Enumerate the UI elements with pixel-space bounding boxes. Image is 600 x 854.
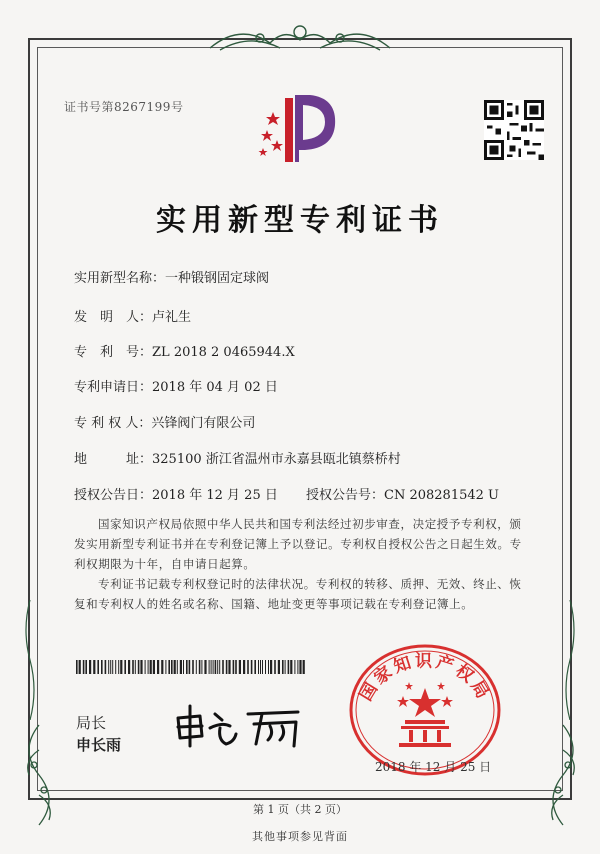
field-label: 专利申请日： (74, 380, 153, 395)
field-label: 地 址： (74, 452, 153, 467)
field-label: 专 利 权 人： (74, 416, 152, 431)
patent-office-logo (255, 90, 340, 165)
field-inventor (74, 306, 191, 325)
seal-text: 国家知识产权局 (356, 651, 494, 705)
field-value: 卢礼生 (152, 310, 192, 325)
certificate-title: 实用新型专利证书 (156, 203, 444, 238)
field-value: 一种锻钢固定球阀 (165, 271, 270, 286)
field-address (74, 448, 401, 467)
page-number: 第 1 页（共 2 页） (253, 803, 347, 816)
top-ornament (200, 18, 400, 58)
field-label: 授权公告号： (306, 488, 385, 503)
field-patentee (74, 412, 255, 431)
field-grant-number (306, 484, 499, 503)
field-patent-number (74, 341, 295, 360)
field-label: 发 明 人： (74, 310, 153, 325)
field-value: CN 208281542 U (384, 488, 499, 503)
signatory-name: 申长雨 (76, 736, 122, 754)
body-paragraph-2: 专利证书记载专利权登记时的法律状况。专利权的转移、质押、无效、终止、恢复和专利权人的姓名或名称、国籍、地址变更等事项记载在专利登记簿上。 (74, 577, 522, 611)
field-label: 授权公告日： (74, 488, 153, 503)
field-label: 实用新型名称： (74, 271, 166, 286)
field-value: 2018 年 12 月 25 日 (152, 488, 278, 503)
field-value: 325100 浙江省温州市永嘉县瓯北镇蔡桥村 (152, 452, 401, 467)
qr-code (484, 100, 544, 160)
field-grant-date (74, 484, 278, 503)
field-value: 2018 年 04 月 02 日 (152, 380, 278, 395)
field-value: 兴锋阀门有限公司 (151, 416, 256, 431)
field-utility-model-name (74, 267, 269, 286)
side-ornament-right (560, 600, 580, 720)
footer-note: 其他事项参见背面 (252, 830, 348, 843)
signatory-title: 局长 (76, 714, 107, 732)
side-ornament-left (20, 600, 40, 720)
seal-date: 2018 年 12 月 25 日 (375, 760, 492, 774)
field-application-date (74, 376, 278, 395)
handwritten-signature (170, 700, 310, 750)
field-label: 专 利 号： (74, 345, 153, 360)
certificate-number: 证书号第8267199号 (64, 100, 184, 114)
field-value: ZL 2018 2 0465944.X (152, 345, 295, 360)
body-paragraph-1: 国家知识产权局依照中华人民共和国专利法经过初步审查，决定授予专利权，颁发实用新型专利证书并在专利登记簿上予以登记。专利权自授权公告之日起生效。专利权期限为十年，自申请日起算。 (74, 517, 522, 571)
barcode (76, 660, 306, 674)
